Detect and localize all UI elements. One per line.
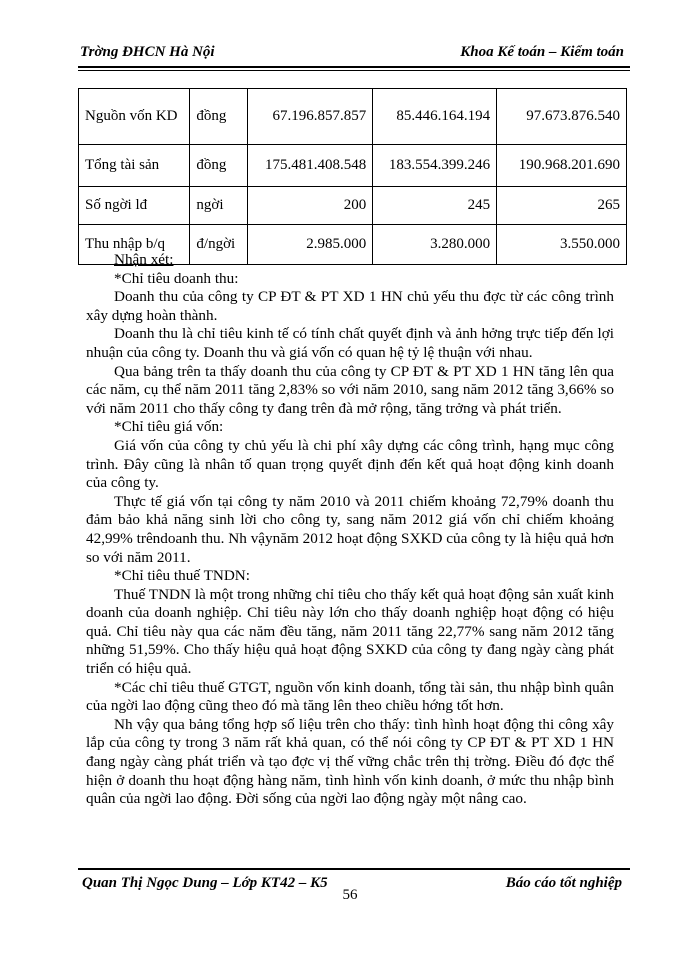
page-number: 56 — [342, 887, 358, 903]
header-school: Trờng ĐHCN Hà Nội — [80, 44, 215, 60]
row-unit: đồng — [190, 89, 248, 145]
paragraph: *Chỉ tiêu giá vốn: — [114, 418, 224, 436]
commentary — [86, 251, 614, 809]
header-rule-thin — [78, 70, 630, 71]
paragraph: Giá vốn của công ty chủ yếu là chi phí xây dựng các công trình, hạng mục công trình. Đây cũng là nhân tố quan trọng quyết định đến kết quả hoạt động kinh doanh của công ty. — [86, 436, 614, 492]
row-label: Thu nhập b/q — [79, 225, 190, 265]
row-label: Số ngời lđ — [79, 187, 190, 225]
table-row — [79, 145, 627, 187]
paragraph: *Chỉ tiêu doanh thu: — [114, 269, 239, 287]
row-unit: ngời — [190, 187, 248, 225]
header-department: Khoa Kế toán – Kiểm toán — [460, 44, 624, 60]
cell-2011: 183.554.399.246 — [373, 145, 497, 187]
row-unit: đồng — [190, 145, 248, 187]
cell-2010: 2.985.000 — [248, 225, 373, 265]
cell-2012: 190.968.201.690 — [497, 145, 627, 187]
summary-table — [78, 88, 627, 265]
paragraph: Qua bảng trên ta thấy doanh thu của công ty CP ĐT & PT XD 1 HN tăng lên qua các năm, cụ thể năm 2011 tăng 2,83% so với năm 2010, sang năm 2012 tăng 3,66% so với năm 2011 cho thấy công ty đang trên đà mở rộng, tăng trởng và phát triển. — [86, 362, 614, 417]
page-header — [78, 40, 626, 64]
paragraph: Doanh thu của công ty CP ĐT & PT XD 1 HN chủ yếu thu đợc từ các công trình xây dựng hoàn thành. — [86, 288, 614, 324]
cell-2012: 3.550.000 — [497, 225, 627, 265]
cell-2010: 67.196.857.857 — [248, 89, 373, 145]
cell-2010: 175.481.408.548 — [248, 145, 373, 187]
footer-report-type: Báo cáo tốt nghiệp — [505, 875, 622, 891]
comment-heading: Nhận xét: — [114, 251, 174, 268]
cell-2010: 200 — [248, 187, 373, 225]
paragraph: Nh vậy qua bảng tổng hợp số liệu trên cho thấy: tình hình hoạt động thi công xây lắp của công ty trong 3 năm rất khả quan, có thể nói công ty CP ĐT & PT XD 1 HN đang ngày càng phát triển và tạo đợc vị thế vững chắc trên thị trờng. Điều đó đợc thể hiện ở doanh thu hoạt động hàng năm, tình hình vốn kinh doanh, ở mức thu nhập bình quân của ngời lao động. Đời sống của ngời lao động ngày một nâng cao. — [86, 715, 614, 808]
cell-2012: 97.673.876.540 — [497, 89, 627, 145]
footer-author: Quan Thị Ngọc Dung – Lớp KT42 – K5 — [82, 875, 328, 891]
table-row — [79, 89, 627, 145]
cell-2011: 85.446.164.194 — [373, 89, 497, 145]
footer-rule — [78, 868, 630, 870]
cell-2012: 265 — [497, 187, 627, 225]
row-label: Tổng tài sản — [79, 145, 190, 187]
paragraph: *Chỉ tiêu thuế TNDN: — [114, 567, 250, 585]
header-rule — [78, 66, 630, 68]
table-row — [79, 187, 627, 225]
row-unit: đ/ngời — [190, 225, 248, 265]
cell-2011: 3.280.000 — [373, 225, 497, 265]
paragraph: Doanh thu là chỉ tiêu kinh tế có tính chất quyết định và ảnh hởng trực tiếp đến lợi nhuận của công ty. Doanh thu và giá vốn có quan hệ tỷ lệ thuận với nhau. — [86, 325, 614, 361]
paragraph: Thực tế giá vốn tại công ty năm 2010 và 2011 chiếm khoảng 72,79% doanh thu đảm bảo khả năng sinh lời cho công ty, sang năm 2012 giá vốn chỉ chiếm khoảng 42,99% trêndoanh thu. Nh vậynăm 2012 hoạt động SXKD của công ty là hiệu quả hơn so với năm 2011. — [86, 492, 614, 566]
row-label: Nguồn vốn KD — [79, 89, 190, 145]
cell-2011: 245 — [373, 187, 497, 225]
paragraph: *Các chỉ tiêu thuế GTGT, nguồn vốn kinh doanh, tổng tài sản, thu nhập bình quân của ngời lao động cũng theo đó mà tăng lên theo chiều hớng tốt hơn. — [86, 678, 614, 715]
paragraph: Thuế TNDN là một trong những chỉ tiêu cho thấy kết quả hoạt động sản xuất kinh doanh của doanh nghiệp. Chỉ tiêu này lớn cho thấy doanh nghiệp hoạt động có hiệu quả. Chỉ tiêu này qua các năm đều tăng, năm 2011 tăng 22,77% sang năm 2012 tăng những 51,59%. Cho thấy hiệu quả hoạt động SXKD của công ty đang ngày càng phát triển có hiệu quả. — [86, 585, 614, 678]
